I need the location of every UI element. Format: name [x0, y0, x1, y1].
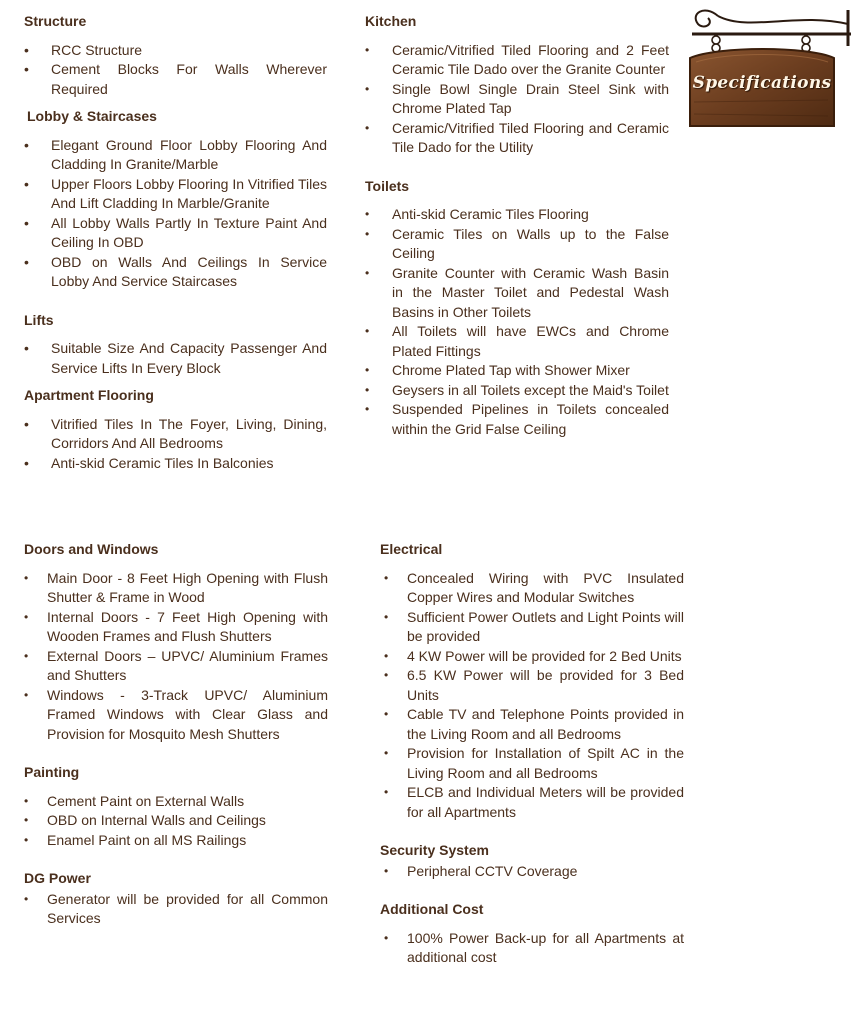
list-item: • Concealed Wiring with PVC Insulated Copper Wires and Modular Switches: [384, 569, 684, 608]
list-item: • Chrome Plated Tap with Shower Mixer: [365, 361, 669, 381]
list-item: • Granite Counter with Ceramic Wash Basin in the Master Toilet and Pedestal Wash Basins in Other Toilets: [365, 264, 669, 323]
section-electrical: [380, 540, 684, 822]
list-item: • Provision for Installation of Spilt AC in the Living Room and all Bedrooms: [384, 744, 684, 783]
list-item: • Enamel Paint on all MS Railings: [24, 831, 328, 851]
section-title: Painting: [24, 764, 80, 780]
section-title: Kitchen: [365, 13, 417, 29]
list-item: • OBD on Internal Walls and Ceilings: [24, 811, 328, 831]
sign-title: Specifications: [692, 73, 832, 93]
section-title: Doors and Windows: [24, 541, 159, 557]
section-lifts: [24, 311, 327, 379]
list-item: • All Toilets will have EWCs and Chrome Plated Fittings: [365, 322, 669, 361]
list-item: • Single Bowl Single Drain Steel Sink with Chrome Plated Tap: [365, 80, 669, 119]
list-item: • Elegant Ground Floor Lobby Flooring And Cladding In Granite/Marble: [24, 136, 327, 175]
section-title: DG Power: [24, 870, 91, 886]
bullet-list: [24, 136, 327, 292]
list-item: • 100% Power Back-up for all Apartments at additional cost: [384, 929, 684, 968]
section-title: Additional Cost: [380, 901, 484, 917]
list-item: • Upper Floors Lobby Flooring In Vitrified Tiles And Lift Cladding In Marble/Granite: [24, 175, 327, 214]
list-item: • Geysers in all Toilets except the Maid's Toilet: [365, 381, 669, 401]
list-item: • 6.5 KW Power will be provided for 3 Bed Units: [384, 666, 684, 705]
list-item: • Vitrified Tiles In The Foyer, Living, Dining, Corridors And All Bedrooms: [24, 415, 327, 454]
section-painting: [24, 763, 328, 850]
list-item: • External Doors – UPVC/ Aluminium Frames and Shutters: [24, 647, 328, 686]
section-structure: [24, 12, 327, 99]
section-apartment-flooring: [24, 386, 327, 473]
bullet-list: [24, 890, 328, 929]
list-item: • ELCB and Individual Meters will be provided for all Apartments: [384, 783, 684, 822]
list-item: • Windows - 3-Track UPVC/ Aluminium Framed Windows with Clear Glass and Provision for Mosquito Mesh Shutters: [24, 686, 328, 745]
column-right-bottom: [380, 540, 684, 968]
list-item: • Suitable Size And Capacity Passenger And Service Lifts In Every Block: [24, 339, 327, 378]
bullet-list: [24, 41, 327, 100]
bullet-list: [24, 339, 327, 378]
section-toilets: [365, 177, 669, 440]
column-left-top: [24, 12, 327, 473]
list-item: • Cable TV and Telephone Points provided in the Living Room and all Bedrooms: [384, 705, 684, 744]
bullet-list: [24, 415, 327, 474]
section-additional-cost: [380, 900, 684, 968]
bullet-list: [365, 205, 669, 439]
section-title: Lobby & Staircases: [27, 108, 157, 124]
list-item: • Ceramic Tiles on Walls up to the False Ceiling: [365, 225, 669, 264]
list-item: • Cement Blocks For Walls Wherever Required: [24, 60, 327, 99]
list-item: • Ceramic/Vitrified Tiled Flooring and 2 Feet Ceramic Tile Dado over the Granite Counter: [365, 41, 669, 80]
list-item: • 4 KW Power will be provided for 2 Bed Units: [384, 647, 684, 667]
section-security: [380, 841, 684, 881]
section-title: Security System: [380, 842, 489, 858]
bullet-list: [24, 569, 328, 745]
column-left-bottom: [24, 540, 328, 929]
bullet-list: [380, 569, 684, 823]
list-item: • Main Door - 8 Feet High Opening with Flush Shutter & Frame in Wood: [24, 569, 328, 608]
list-item: • Cement Paint on External Walls: [24, 792, 328, 812]
list-item: • Generator will be provided for all Common Services: [24, 890, 328, 929]
bullet-list: [380, 862, 684, 882]
hanging-sign-icon: [688, 2, 853, 130]
section-title: Apartment Flooring: [24, 387, 154, 403]
section-title: Electrical: [380, 541, 443, 557]
list-item: • Peripheral CCTV Coverage: [384, 862, 684, 882]
section-title: Structure: [24, 13, 87, 29]
bullet-list: [365, 41, 669, 158]
section-title: Lifts: [24, 311, 54, 328]
column-right-top: [365, 12, 669, 439]
list-item: • OBD on Walls And Ceilings In Service Lobby And Service Staircases: [24, 253, 327, 292]
list-item: • RCC Structure: [24, 41, 327, 61]
list-item: • Internal Doors - 7 Feet High Opening with Wooden Frames and Flush Shutters: [24, 608, 328, 647]
section-kitchen: [365, 12, 669, 158]
section-dg-power: [24, 869, 328, 929]
bullet-list: [24, 792, 328, 851]
list-item: • Anti-skid Ceramic Tiles In Balconies: [24, 454, 327, 474]
section-doors-windows: [24, 540, 328, 744]
bullet-list: [380, 929, 684, 968]
list-item: • Ceramic/Vitrified Tiled Flooring and Ceramic Tile Dado for the Utility: [365, 119, 669, 158]
list-item: • Suspended Pipelines in Toilets concealed within the Grid False Ceiling: [365, 400, 669, 439]
section-lobby: [24, 107, 327, 292]
list-item: • Anti-skid Ceramic Tiles Flooring: [365, 205, 669, 225]
list-item: • All Lobby Walls Partly In Texture Paint And Ceiling In OBD: [24, 214, 327, 253]
list-item: • Sufficient Power Outlets and Light Points will be provided: [384, 608, 684, 647]
section-title: Toilets: [365, 177, 410, 194]
